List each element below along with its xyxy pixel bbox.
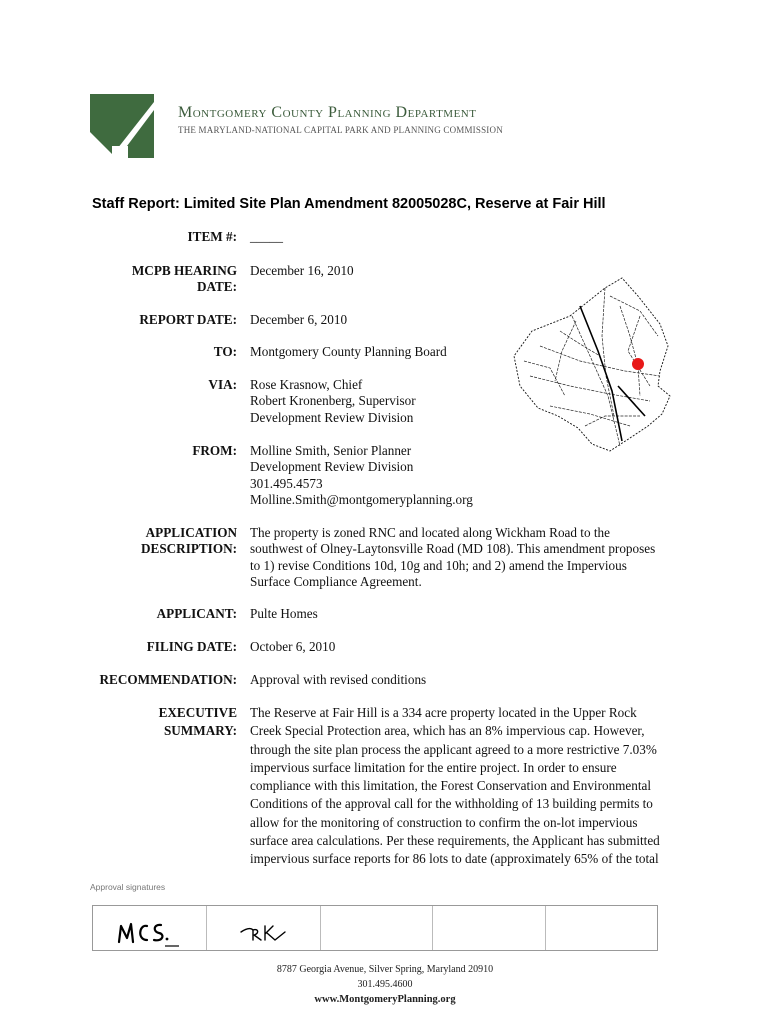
signature-cell-4: [433, 906, 545, 950]
app-desc-label-line-1: APPLICATION: [145, 525, 237, 540]
exec-line: through the site plan process the applicant agreed to a more restrictive 7.03%: [250, 741, 657, 757]
exec-line: impervious surface reports for 86 lots to date (approximately 65% of the total: [250, 851, 659, 867]
signature-mcs: [93, 906, 206, 950]
executive-summary-value: [250, 704, 690, 869]
department-subtitle: THE MARYLAND-NATIONAL CAPITAL PARK AND PLANNING COMMISSION: [178, 125, 503, 135]
from-line: Development Review Division: [250, 459, 414, 475]
department-name: Montgomery County Planning Department: [178, 104, 477, 121]
exec-line: surface area calculations. Per these requirements, the Applicant has submitted: [250, 833, 660, 849]
vicinity-map: [510, 276, 680, 452]
exec-line: allow for the monitoring of construction to confirm the on-lot impervious: [250, 814, 638, 830]
exec-line: compliance with this limitation, the Forest Conservation and Environmental: [250, 778, 652, 794]
site-location-marker: [632, 358, 644, 370]
recommendation-label: RECOMMENDATION:: [99, 672, 237, 687]
exec-line: Conditions of the approval call for the withholding of 13 building permits to: [250, 796, 653, 812]
signature-cell-1: [93, 906, 207, 950]
application-description-value: [250, 525, 690, 590]
via-line: Development Review Division: [250, 409, 414, 425]
via-line: Rose Krasnow, Chief: [250, 377, 363, 392]
item-label: ITEM #:: [187, 229, 237, 244]
report-date-label: REPORT DATE:: [139, 312, 237, 327]
signature-cell-3: [321, 906, 433, 950]
hearing-date-label: [60, 263, 237, 296]
from-line: Molline Smith, Senior Planner: [250, 443, 412, 458]
signature-table: [92, 905, 658, 951]
to-label: TO:: [213, 344, 237, 359]
via-line: Robert Kronenberg, Supervisor: [250, 393, 416, 409]
executive-summary-label: [60, 704, 237, 741]
recommendation-value: Approval with revised conditions: [250, 672, 427, 687]
mncppc-logo: [90, 94, 154, 158]
footer-website[interactable]: www.MontgomeryPlanning.org: [314, 994, 456, 1005]
applicant-label: APPLICANT:: [156, 606, 237, 621]
approval-signatures-caption: Approval signatures: [90, 882, 166, 892]
from-label: FROM:: [192, 443, 237, 458]
app-desc-line: southwest of Olney-Laytonsville Road (MD 108). This amendment proposes: [250, 541, 656, 557]
exec-line: The Reserve at Fair Hill is a 334 acre property located in the Upper Rock: [250, 705, 637, 720]
footer-address: 8787 Georgia Avenue, Silver Spring, Maryland 20910: [276, 964, 494, 975]
app-desc-label-line-2: DESCRIPTION:: [141, 541, 237, 557]
exec-label-line-2: SUMMARY:: [163, 723, 237, 739]
from-value: [250, 443, 690, 508]
app-desc-line: Surface Compliance Agreement.: [250, 573, 422, 589]
hearing-label-line-2: DATE:: [196, 279, 237, 295]
from-line: 301.495.4573: [250, 475, 323, 491]
hearing-label-line-1: MCPB HEARING: [131, 263, 237, 278]
signature-rk: [207, 906, 320, 950]
applicant-value: Pulte Homes: [250, 606, 318, 621]
exec-line: Creek Special Protection area, which has an 8% impervious cap. However,: [250, 723, 645, 739]
item-value: _____: [250, 229, 283, 244]
exec-label-line-1: EXECUTIVE: [158, 705, 237, 720]
exec-line: impervious surface limitation for the entire project. In order to ensure: [250, 759, 617, 775]
filing-date-label: FILING DATE:: [146, 639, 237, 654]
hearing-date-value: December 16, 2010: [250, 263, 354, 278]
app-desc-line: to 1) revise Conditions 10d, 10g and 10h; and 2) amend the Impervious: [250, 557, 627, 573]
signature-cell-5: [546, 906, 657, 950]
from-email: Molline.Smith@montgomeryplanning.org: [250, 491, 473, 507]
report-date-value: December 6, 2010: [250, 312, 348, 327]
via-label: VIA:: [208, 377, 237, 392]
application-description-label: [60, 525, 237, 558]
filing-date-value: October 6, 2010: [250, 639, 336, 654]
to-value: Montgomery County Planning Board: [250, 344, 447, 359]
signature-cell-2: [207, 906, 321, 950]
report-title: Staff Report: Limited Site Plan Amendment 82005028C, Reserve at Fair Hill: [92, 196, 606, 212]
footer-phone: 301.495.4600: [357, 979, 413, 990]
app-desc-line: The property is zoned RNC and located along Wickham Road to the: [250, 525, 610, 540]
